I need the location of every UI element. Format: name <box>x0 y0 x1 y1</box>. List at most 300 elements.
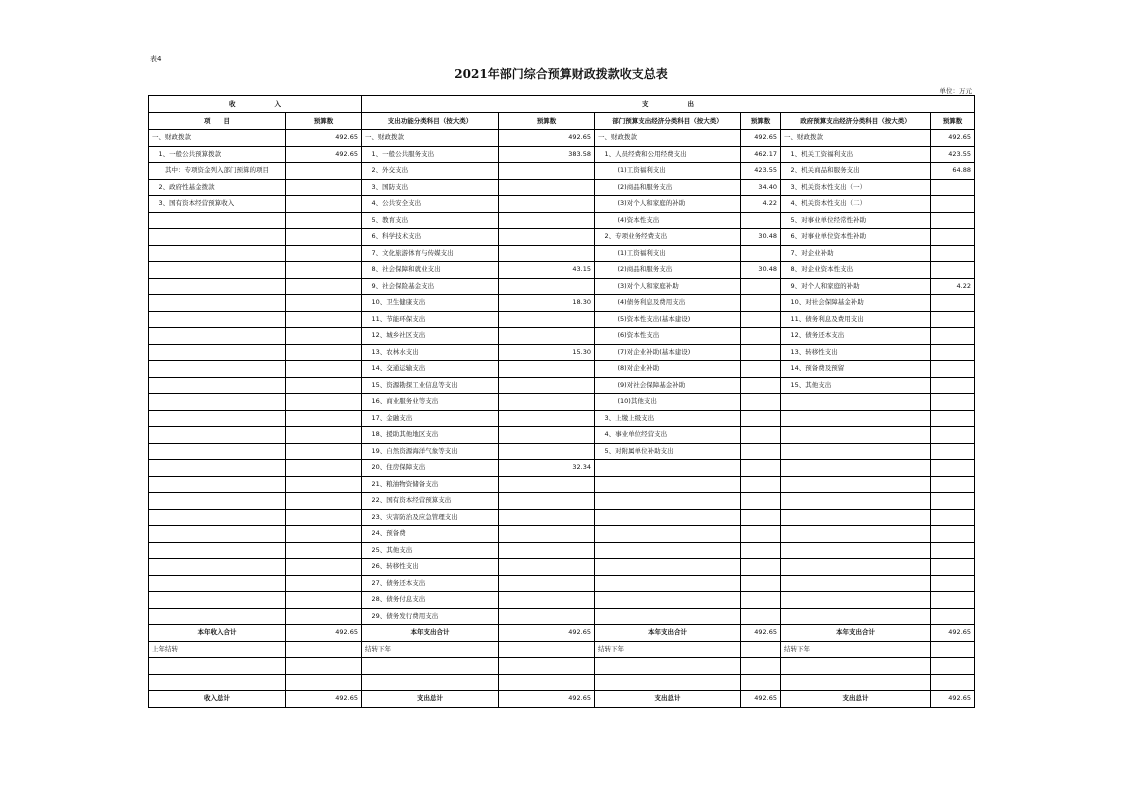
gov-econ-item-cell: 6、对事业单位资本性补助 <box>781 229 931 246</box>
blank-cell <box>741 658 781 675</box>
income-amount-cell <box>286 262 362 279</box>
income-grand-total-label: 收入总计 <box>149 691 286 708</box>
dept-econ-item-cell: (5)资本性支出(基本建设) <box>595 311 741 328</box>
table-row <box>149 130 975 147</box>
income-amount-cell <box>286 575 362 592</box>
blank-cell <box>499 674 595 691</box>
gov-econ-item-cell: 7、对企业补助 <box>781 245 931 262</box>
gov-econ-amount-cell <box>931 328 975 345</box>
table-row <box>149 344 975 361</box>
dept-econ-item-cell: (8)对企业补助 <box>595 361 741 378</box>
gov-econ-item-cell <box>781 427 931 444</box>
gov-econ-item-cell <box>781 526 931 543</box>
gov-econ-item-cell: 3、机关资本性支出（一） <box>781 179 931 196</box>
gov-econ-amount-cell <box>931 559 975 576</box>
document-title: 2021年部门综合预算财政拨款收支总表 <box>454 67 668 81</box>
dept-econ-amount-cell <box>741 245 781 262</box>
income-amount-cell <box>286 295 362 312</box>
func-amount-cell <box>499 608 595 625</box>
budget-table <box>148 95 975 708</box>
gov-econ-amount-cell <box>931 179 975 196</box>
income-item-cell <box>149 328 286 345</box>
table-row <box>149 559 975 576</box>
dept-econ-amount-cell <box>741 311 781 328</box>
gov-econ-item-cell: 12、债务还本支出 <box>781 328 931 345</box>
expense-grand-total-value: 492.65 <box>931 691 975 708</box>
func-amount-cell <box>499 559 595 576</box>
income-amount-cell <box>286 592 362 609</box>
expense-year-total-value: 492.65 <box>499 625 595 642</box>
func-item-cell: 16、商业服务业等支出 <box>362 394 499 411</box>
dept-econ-item-cell <box>595 509 741 526</box>
dept-econ-amount-cell <box>741 509 781 526</box>
income-item-cell <box>149 476 286 493</box>
expense-year-total-value: 492.65 <box>741 625 781 642</box>
gov-econ-amount-cell <box>931 212 975 229</box>
gov-econ-item-cell <box>781 509 931 526</box>
expense-grand-total-value: 492.65 <box>499 691 595 708</box>
income-amount-cell <box>286 493 362 510</box>
gov-econ-item-cell: 15、其他支出 <box>781 377 931 394</box>
table-row <box>149 542 975 559</box>
table-row <box>149 394 975 411</box>
blank-cell <box>286 658 362 675</box>
col-amount-header: 预算数 <box>499 113 595 130</box>
table-label: 表4 <box>150 55 162 63</box>
table-row <box>149 278 975 295</box>
income-year-total-value: 492.65 <box>286 625 362 642</box>
dept-econ-item-cell: (3)对个人和家庭的补助 <box>595 196 741 213</box>
income-amount-cell <box>286 427 362 444</box>
income-item-cell <box>149 295 286 312</box>
income-item-cell <box>149 344 286 361</box>
dept-econ-item-cell: (1)工资福利支出 <box>595 245 741 262</box>
dept-econ-item-cell <box>595 559 741 576</box>
gov-econ-amount-cell <box>931 542 975 559</box>
next-year-carry-label: 结转下年 <box>362 641 499 658</box>
gov-econ-amount-cell <box>931 394 975 411</box>
table-row <box>149 179 975 196</box>
table-row <box>149 410 975 427</box>
gov-econ-item-cell: 11、债务利息及费用支出 <box>781 311 931 328</box>
gov-econ-item-cell <box>781 443 931 460</box>
col-item-header: 项 目 <box>149 113 286 130</box>
gov-econ-amount-cell <box>931 361 975 378</box>
func-amount-cell <box>499 245 595 262</box>
dept-econ-item-cell <box>595 476 741 493</box>
next-year-carry-label: 结转下年 <box>781 641 931 658</box>
dept-econ-amount-cell <box>741 410 781 427</box>
dept-econ-amount-cell: 30.48 <box>741 229 781 246</box>
func-item-cell: 5、教育支出 <box>362 212 499 229</box>
blank-cell <box>931 674 975 691</box>
income-item-cell <box>149 229 286 246</box>
expense-grand-total-label: 支出总计 <box>781 691 931 708</box>
blank-cell <box>149 674 286 691</box>
dept-econ-item-cell: 2、专项业务经费支出 <box>595 229 741 246</box>
expense-grand-total-label: 支出总计 <box>595 691 741 708</box>
dept-econ-item-cell: 1、人员经费和公用经费支出 <box>595 146 741 163</box>
income-item-cell <box>149 559 286 576</box>
gov-econ-item-cell: 13、转移性支出 <box>781 344 931 361</box>
table-row <box>149 493 975 510</box>
func-item-cell: 一、财政拨款 <box>362 130 499 147</box>
table-row <box>149 328 975 345</box>
func-amount-cell <box>499 179 595 196</box>
gov-econ-amount-cell <box>931 377 975 394</box>
table-row <box>149 361 975 378</box>
func-item-cell: 6、科学技术支出 <box>362 229 499 246</box>
gov-econ-item-cell: 一、财政拨款 <box>781 130 931 147</box>
dept-econ-item-cell <box>595 542 741 559</box>
func-amount-cell: 383.58 <box>499 146 595 163</box>
func-amount-cell <box>499 328 595 345</box>
func-amount-cell <box>499 410 595 427</box>
income-amount-cell <box>286 179 362 196</box>
dept-econ-amount-cell: 423.55 <box>741 163 781 180</box>
func-amount-cell <box>499 476 595 493</box>
func-amount-cell <box>499 278 595 295</box>
dept-econ-item-cell: 5、对附属单位补助支出 <box>595 443 741 460</box>
gov-econ-amount-cell <box>931 460 975 477</box>
income-amount-cell <box>286 377 362 394</box>
func-item-cell: 25、其他支出 <box>362 542 499 559</box>
income-amount-cell <box>286 278 362 295</box>
income-amount-cell: 492.65 <box>286 146 362 163</box>
gov-econ-item-cell: 4、机关资本性支出（二） <box>781 196 931 213</box>
dept-econ-amount-cell <box>741 344 781 361</box>
func-item-cell: 15、资源勘探工业信息等支出 <box>362 377 499 394</box>
table-row <box>149 526 975 543</box>
dept-econ-amount-cell <box>741 427 781 444</box>
dept-econ-amount-cell: 34.40 <box>741 179 781 196</box>
income-item-cell <box>149 410 286 427</box>
income-amount-cell <box>286 311 362 328</box>
func-item-cell: 3、国防支出 <box>362 179 499 196</box>
income-item-cell <box>149 493 286 510</box>
col-amount-header: 预算数 <box>741 113 781 130</box>
income-item-cell <box>149 394 286 411</box>
table-row <box>149 460 975 477</box>
func-item-cell: 10、卫生健康支出 <box>362 295 499 312</box>
gov-econ-amount-cell <box>931 493 975 510</box>
blank-cell <box>362 658 499 675</box>
table-row <box>149 443 975 460</box>
dept-econ-item-cell: (6)资本性支出 <box>595 328 741 345</box>
income-item-cell <box>149 608 286 625</box>
income-item-cell <box>149 262 286 279</box>
table-row <box>149 245 975 262</box>
func-item-cell: 14、交通运输支出 <box>362 361 499 378</box>
unit-label: 单位：万元 <box>939 87 972 95</box>
table-row <box>149 509 975 526</box>
next-year-carry-value <box>741 641 781 658</box>
gov-econ-item-cell <box>781 476 931 493</box>
func-amount-cell: 43.15 <box>499 262 595 279</box>
income-item-cell <box>149 542 286 559</box>
dept-econ-amount-cell <box>741 476 781 493</box>
income-item-cell: 2、政府性基金拨款 <box>149 179 286 196</box>
dept-econ-item-cell <box>595 460 741 477</box>
table-row <box>149 311 975 328</box>
gov-econ-amount-cell: 64.88 <box>931 163 975 180</box>
func-item-cell: 21、粮油物资储备支出 <box>362 476 499 493</box>
dept-econ-amount-cell <box>741 212 781 229</box>
dept-econ-amount-cell: 462.17 <box>741 146 781 163</box>
func-amount-cell <box>499 427 595 444</box>
expense-year-total-label: 本年支出合计 <box>595 625 741 642</box>
gov-econ-item-cell <box>781 608 931 625</box>
blank-cell <box>781 674 931 691</box>
prev-year-carry-label: 上年结转 <box>149 641 286 658</box>
dept-econ-amount-cell <box>741 377 781 394</box>
func-item-cell: 29、债务发行费用支出 <box>362 608 499 625</box>
gov-econ-item-cell: 14、预备费及预留 <box>781 361 931 378</box>
func-item-cell: 24、预备费 <box>362 526 499 543</box>
func-item-cell: 7、文化旅游体育与传媒支出 <box>362 245 499 262</box>
gov-econ-amount-cell: 492.65 <box>931 130 975 147</box>
income-amount-cell <box>286 559 362 576</box>
income-amount-cell <box>286 443 362 460</box>
gov-econ-item-cell <box>781 592 931 609</box>
table-row <box>149 295 975 312</box>
dept-econ-amount-cell <box>741 559 781 576</box>
func-amount-cell <box>499 361 595 378</box>
income-amount-cell <box>286 212 362 229</box>
col-amount-header: 预算数 <box>931 113 975 130</box>
func-item-cell: 9、社会保险基金支出 <box>362 278 499 295</box>
dept-econ-item-cell: (2)商品和服务支出 <box>595 179 741 196</box>
income-amount-cell <box>286 229 362 246</box>
func-item-cell: 13、农林水支出 <box>362 344 499 361</box>
dept-econ-item-cell: 3、上缴上级支出 <box>595 410 741 427</box>
blank-row <box>149 674 975 691</box>
table-row <box>149 212 975 229</box>
expense-year-total-label: 本年支出合计 <box>781 625 931 642</box>
income-item-cell: 3、国有资本经营预算收入 <box>149 196 286 213</box>
dept-econ-item-cell <box>595 526 741 543</box>
col-func-header: 支出功能分类科目（按大类） <box>362 113 499 130</box>
func-item-cell: 1、一般公共服务支出 <box>362 146 499 163</box>
gov-econ-amount-cell <box>931 509 975 526</box>
table-row <box>149 476 975 493</box>
func-amount-cell <box>499 311 595 328</box>
income-grand-total-value: 492.65 <box>286 691 362 708</box>
dept-econ-item-cell <box>595 592 741 609</box>
func-item-cell: 11、节能环保支出 <box>362 311 499 328</box>
income-item-cell <box>149 311 286 328</box>
func-item-cell: 22、国有资本经营预算支出 <box>362 493 499 510</box>
func-item-cell: 28、债务付息支出 <box>362 592 499 609</box>
gov-econ-item-cell <box>781 394 931 411</box>
func-item-cell: 20、住房保障支出 <box>362 460 499 477</box>
income-amount-cell <box>286 361 362 378</box>
dept-econ-item-cell: (1)工资福利支出 <box>595 163 741 180</box>
gov-econ-amount-cell <box>931 245 975 262</box>
table-row <box>149 163 975 180</box>
income-amount-cell <box>286 245 362 262</box>
table-row <box>149 196 975 213</box>
table-row <box>149 146 975 163</box>
next-year-carry-value <box>931 641 975 658</box>
income-amount-cell <box>286 328 362 345</box>
income-amount-cell <box>286 526 362 543</box>
carry-row <box>149 641 975 658</box>
func-amount-cell <box>499 509 595 526</box>
gov-econ-item-cell <box>781 410 931 427</box>
gov-econ-amount-cell <box>931 295 975 312</box>
income-amount-cell <box>286 394 362 411</box>
dept-econ-amount-cell: 492.65 <box>741 130 781 147</box>
income-amount-cell <box>286 608 362 625</box>
table-row <box>149 262 975 279</box>
gov-econ-item-cell: 10、对社会保障基金补助 <box>781 295 931 312</box>
dept-econ-amount-cell <box>741 493 781 510</box>
income-item-cell: 1、一般公共预算拨款 <box>149 146 286 163</box>
income-year-total-label: 本年收入合计 <box>149 625 286 642</box>
gov-econ-item-cell <box>781 575 931 592</box>
gov-econ-item-cell: 2、机关商品和服务支出 <box>781 163 931 180</box>
dept-econ-item-cell <box>595 493 741 510</box>
gov-econ-amount-cell <box>931 196 975 213</box>
dept-econ-amount-cell <box>741 295 781 312</box>
col-amount-header: 预算数 <box>286 113 362 130</box>
table-row <box>149 229 975 246</box>
func-amount-cell <box>499 394 595 411</box>
gov-econ-amount-cell <box>931 526 975 543</box>
dept-econ-item-cell: 4、事业单位经营支出 <box>595 427 741 444</box>
func-item-cell: 17、金融支出 <box>362 410 499 427</box>
income-amount-cell <box>286 410 362 427</box>
blank-cell <box>595 658 741 675</box>
dept-econ-amount-cell <box>741 608 781 625</box>
income-item-cell <box>149 245 286 262</box>
expense-grand-total-label: 支出总计 <box>362 691 499 708</box>
gov-econ-amount-cell: 423.55 <box>931 146 975 163</box>
gov-econ-item-cell: 9、对个人和家庭的补助 <box>781 278 931 295</box>
blank-cell <box>362 674 499 691</box>
income-item-cell: 一、财政拨款 <box>149 130 286 147</box>
dept-econ-amount-cell <box>741 361 781 378</box>
func-amount-cell <box>499 526 595 543</box>
gov-econ-amount-cell <box>931 443 975 460</box>
func-amount-cell: 15.30 <box>499 344 595 361</box>
dept-econ-amount-cell <box>741 278 781 295</box>
income-amount-cell <box>286 509 362 526</box>
func-amount-cell: 18.30 <box>499 295 595 312</box>
income-item-cell: 其中：专项资金列入部门预算的项目 <box>149 163 286 180</box>
dept-econ-amount-cell <box>741 575 781 592</box>
gov-econ-amount-cell <box>931 427 975 444</box>
dept-econ-amount-cell <box>741 394 781 411</box>
income-amount-cell <box>286 476 362 493</box>
func-amount-cell <box>499 542 595 559</box>
table-row <box>149 377 975 394</box>
blank-row <box>149 658 975 675</box>
gov-econ-amount-cell <box>931 476 975 493</box>
dept-econ-amount-cell <box>741 542 781 559</box>
func-amount-cell: 32.34 <box>499 460 595 477</box>
func-item-cell: 2、外交支出 <box>362 163 499 180</box>
blank-cell <box>781 658 931 675</box>
expense-header: 支 出 <box>362 96 975 113</box>
income-item-cell <box>149 377 286 394</box>
gov-econ-item-cell: 8、对企业资本性支出 <box>781 262 931 279</box>
func-amount-cell <box>499 377 595 394</box>
income-amount-cell <box>286 344 362 361</box>
income-amount-cell: 492.65 <box>286 130 362 147</box>
gov-econ-amount-cell <box>931 229 975 246</box>
dept-econ-amount-cell <box>741 443 781 460</box>
func-item-cell: 27、债务还本支出 <box>362 575 499 592</box>
expense-grand-total-value: 492.65 <box>741 691 781 708</box>
dept-econ-amount-cell <box>741 526 781 543</box>
header-row-1 <box>149 96 975 113</box>
gov-econ-amount-cell <box>931 608 975 625</box>
expense-year-total-value: 492.65 <box>931 625 975 642</box>
func-amount-cell <box>499 163 595 180</box>
income-item-cell <box>149 460 286 477</box>
income-item-cell <box>149 592 286 609</box>
income-amount-cell <box>286 196 362 213</box>
func-item-cell: 26、转移性支出 <box>362 559 499 576</box>
func-amount-cell <box>499 493 595 510</box>
table-row <box>149 427 975 444</box>
gov-econ-item-cell <box>781 460 931 477</box>
income-item-cell <box>149 361 286 378</box>
func-item-cell: 12、城乡社区支出 <box>362 328 499 345</box>
blank-cell <box>286 674 362 691</box>
income-amount-cell <box>286 460 362 477</box>
gov-econ-item-cell: 1、机关工资福利支出 <box>781 146 931 163</box>
col-dept-econ-header: 部门预算支出经济分类科目（按大类） <box>595 113 741 130</box>
expense-year-total-label: 本年支出合计 <box>362 625 499 642</box>
gov-econ-amount-cell: 4.22 <box>931 278 975 295</box>
grand-total-row <box>149 691 975 708</box>
table-row <box>149 592 975 609</box>
func-amount-cell <box>499 196 595 213</box>
gov-econ-item-cell: 5、对事业单位经常性补助 <box>781 212 931 229</box>
dept-econ-amount-cell <box>741 460 781 477</box>
func-amount-cell: 492.65 <box>499 130 595 147</box>
blank-cell <box>931 658 975 675</box>
income-header: 收 入 <box>149 96 362 113</box>
gov-econ-amount-cell <box>931 410 975 427</box>
gov-econ-item-cell <box>781 493 931 510</box>
header-row-2 <box>149 113 975 130</box>
gov-econ-amount-cell <box>931 262 975 279</box>
blank-cell <box>741 674 781 691</box>
dept-econ-amount-cell: 30.48 <box>741 262 781 279</box>
blank-cell <box>595 674 741 691</box>
func-item-cell: 18、援助其他地区支出 <box>362 427 499 444</box>
gov-econ-amount-cell <box>931 575 975 592</box>
dept-econ-item-cell: (2)商品和服务支出 <box>595 262 741 279</box>
gov-econ-amount-cell <box>931 344 975 361</box>
income-item-cell <box>149 212 286 229</box>
dept-econ-amount-cell: 4.22 <box>741 196 781 213</box>
next-year-carry-value <box>499 641 595 658</box>
dept-econ-item-cell: (7)对企业补助(基本建设) <box>595 344 741 361</box>
func-amount-cell <box>499 575 595 592</box>
year-total-row <box>149 625 975 642</box>
gov-econ-item-cell <box>781 542 931 559</box>
func-amount-cell <box>499 229 595 246</box>
func-item-cell: 19、自然资源海洋气象等支出 <box>362 443 499 460</box>
gov-econ-amount-cell <box>931 592 975 609</box>
table-row <box>149 575 975 592</box>
col-gov-econ-header: 政府预算支出经济分类科目（按大类） <box>781 113 931 130</box>
